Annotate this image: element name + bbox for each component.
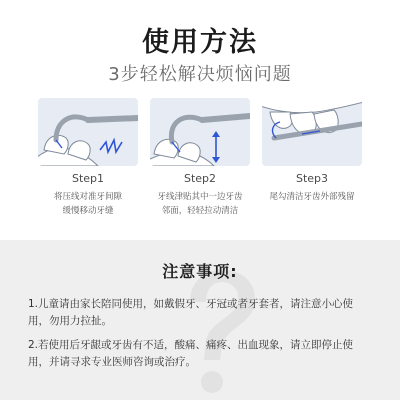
step-1-description: 将压线对准牙间隙 缓慢移动牙缝 (53, 192, 122, 216)
zigzag-motion-icon (38, 98, 138, 166)
up-down-arrow-icon (150, 98, 250, 166)
tail-hook-icon (262, 98, 362, 166)
step-2-label: Step2 (183, 172, 217, 185)
step-3-description: 尾勾清洁牙齿外部残留 (269, 192, 355, 202)
page-title: 使用方法 (142, 27, 258, 58)
note-item-1: 1.儿童请由家长陪同使用，如戴假牙、牙冠或者牙套者，请注意小心使用，勿用力拉扯。 (28, 298, 354, 327)
step-2-description: 牙线津贴其中一边牙齿 邻面，轻轻拉动清洁 (157, 192, 243, 216)
step-3-label: Step3 (295, 172, 329, 185)
step-1-illustration (38, 98, 138, 166)
question-mark-watermark (180, 268, 260, 400)
step-1-label: Step1 (71, 172, 105, 185)
notes-title: 注意事项: (162, 262, 238, 281)
step-3-illustration (262, 98, 362, 166)
page-subtitle: 3步轻松解决烦恼问题 (108, 64, 292, 85)
note-item-2: 2.若使用后牙龈或牙齿有不适，酸痛、痛疼、出血现象，请立即停止使用，并请寻求专业医师咨询或治疗。 (28, 339, 354, 368)
step-2-illustration (150, 98, 250, 166)
